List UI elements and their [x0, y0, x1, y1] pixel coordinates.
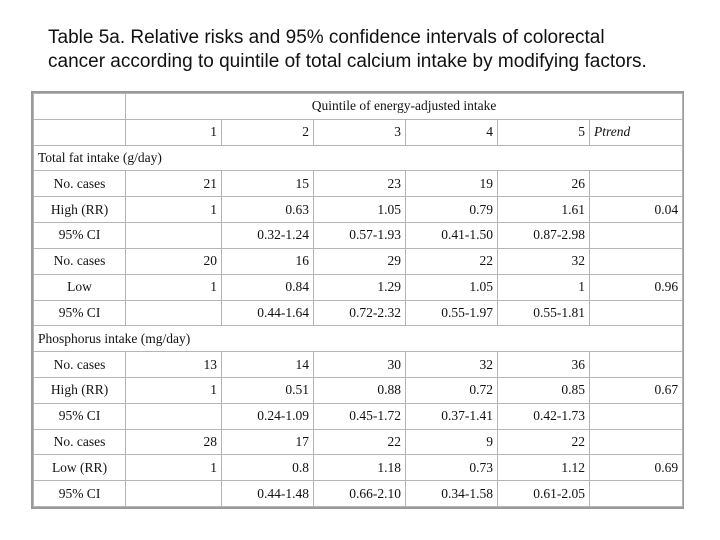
row-label: 95% CI	[34, 223, 126, 249]
ptrend-cell	[590, 223, 683, 249]
value-cell-q4: 19	[406, 171, 498, 197]
table-row	[34, 197, 683, 223]
value-cell-q3: 1.18	[314, 455, 406, 481]
results-table	[33, 93, 683, 507]
value-cell-q2: 0.51	[222, 377, 314, 403]
value-cell-q4: 22	[406, 248, 498, 274]
row-label: Low (RR)	[34, 455, 126, 481]
value-cell-q3: 1.05	[314, 197, 406, 223]
value-cell-q3: 1.29	[314, 274, 406, 300]
value-cell-q5: 36	[498, 352, 590, 378]
table-row	[34, 377, 683, 403]
value-cell-q3: 22	[314, 429, 406, 455]
corner-cell	[34, 94, 126, 120]
value-cell-q2: 17	[222, 429, 314, 455]
value-cell-q3: 0.57-1.93	[314, 223, 406, 249]
results-table-frame	[31, 91, 684, 509]
column-header-row	[34, 119, 683, 145]
value-cell-q5: 0.42-1.73	[498, 403, 590, 429]
value-cell-q2: 14	[222, 352, 314, 378]
value-cell-q4: 0.34-1.58	[406, 481, 498, 507]
value-cell-q5: 1.61	[498, 197, 590, 223]
col-header-2: 2	[222, 119, 314, 145]
value-cell-q3: 29	[314, 248, 406, 274]
section-filler	[314, 145, 683, 171]
ptrend-cell	[590, 171, 683, 197]
row-label: No. cases	[34, 429, 126, 455]
value-cell-q4: 0.72	[406, 377, 498, 403]
value-cell-q2: 0.8	[222, 455, 314, 481]
value-cell-q4: 32	[406, 352, 498, 378]
value-cell-q3: 30	[314, 352, 406, 378]
value-cell-q5: 32	[498, 248, 590, 274]
table-caption	[48, 26, 708, 74]
value-cell-q3: 0.88	[314, 377, 406, 403]
section-filler	[314, 326, 683, 352]
row-label: No. cases	[34, 248, 126, 274]
value-cell-q2: 16	[222, 248, 314, 274]
value-cell-q2: 0.24-1.09	[222, 403, 314, 429]
value-cell-q5: 26	[498, 171, 590, 197]
caption-line-2: cancer according to quintile of total calcium intake by modifying factors.	[48, 51, 647, 72]
value-cell-q2: 0.44-1.64	[222, 300, 314, 326]
section-title: Phosphorus intake (mg/day)	[34, 326, 314, 352]
value-cell-q4: 9	[406, 429, 498, 455]
row-label: 95% CI	[34, 481, 126, 507]
value-cell-q4: 0.79	[406, 197, 498, 223]
group-header-row	[34, 94, 683, 120]
value-cell-q1: 28	[126, 429, 222, 455]
table-row	[34, 300, 683, 326]
ptrend-cell	[590, 481, 683, 507]
value-cell-q5: 22	[498, 429, 590, 455]
col-header-1: 1	[126, 119, 222, 145]
value-cell-q4: 0.37-1.41	[406, 403, 498, 429]
row-label: No. cases	[34, 352, 126, 378]
section-header-row	[34, 145, 683, 171]
value-cell-q1: 1	[126, 377, 222, 403]
value-cell-q3: 0.72-2.32	[314, 300, 406, 326]
table-row	[34, 403, 683, 429]
row-label: High (RR)	[34, 377, 126, 403]
value-cell-q5: 1.12	[498, 455, 590, 481]
row-label: 95% CI	[34, 300, 126, 326]
ptrend-cell	[590, 300, 683, 326]
value-cell-q1: 1	[126, 197, 222, 223]
col-header-3: 3	[314, 119, 406, 145]
value-cell-q5: 1	[498, 274, 590, 300]
value-cell-q5: 0.85	[498, 377, 590, 403]
value-cell-q2: 0.84	[222, 274, 314, 300]
ptrend-cell: 0.04	[590, 197, 683, 223]
value-cell-q4: 0.55-1.97	[406, 300, 498, 326]
value-cell-q1	[126, 300, 222, 326]
ptrend-cell	[590, 248, 683, 274]
value-cell-q1: 1	[126, 455, 222, 481]
value-cell-q3: 23	[314, 171, 406, 197]
value-cell-q3: 0.45-1.72	[314, 403, 406, 429]
value-cell-q5: 0.55-1.81	[498, 300, 590, 326]
value-cell-q2: 0.32-1.24	[222, 223, 314, 249]
value-cell-q1: 1	[126, 274, 222, 300]
value-cell-q4: 0.73	[406, 455, 498, 481]
section-header-row	[34, 326, 683, 352]
value-cell-q1: 20	[126, 248, 222, 274]
ptrend-cell: 0.67	[590, 377, 683, 403]
table-row	[34, 248, 683, 274]
value-cell-q2: 15	[222, 171, 314, 197]
ptrend-cell	[590, 429, 683, 455]
group-header: Quintile of energy-adjusted intake	[126, 94, 683, 120]
ptrend-cell: 0.69	[590, 455, 683, 481]
section-title: Total fat intake (g/day)	[34, 145, 314, 171]
value-cell-q1	[126, 223, 222, 249]
caption-line-1: Table 5a. Relative risks and 95% confidence intervals of colorectal	[48, 27, 605, 48]
value-cell-q4: 0.41-1.50	[406, 223, 498, 249]
table-row	[34, 429, 683, 455]
col-header-4: 4	[406, 119, 498, 145]
value-cell-q4: 1.05	[406, 274, 498, 300]
table-row	[34, 481, 683, 507]
col-header-ptrend: Ptrend	[590, 119, 683, 145]
value-cell-q2: 0.44-1.48	[222, 481, 314, 507]
table-row	[34, 274, 683, 300]
value-cell-q1: 13	[126, 352, 222, 378]
value-cell-q1	[126, 481, 222, 507]
value-cell-q5: 0.61-2.05	[498, 481, 590, 507]
table-row	[34, 352, 683, 378]
value-cell-q1	[126, 403, 222, 429]
corner-cell	[34, 119, 126, 145]
ptrend-cell	[590, 352, 683, 378]
row-label: Low	[34, 274, 126, 300]
table-row	[34, 171, 683, 197]
value-cell-q1: 21	[126, 171, 222, 197]
col-header-5: 5	[498, 119, 590, 145]
table-row	[34, 455, 683, 481]
table-row	[34, 223, 683, 249]
ptrend-cell	[590, 403, 683, 429]
value-cell-q2: 0.63	[222, 197, 314, 223]
row-label: High (RR)	[34, 197, 126, 223]
value-cell-q5: 0.87-2.98	[498, 223, 590, 249]
ptrend-cell: 0.96	[590, 274, 683, 300]
row-label: No. cases	[34, 171, 126, 197]
value-cell-q3: 0.66-2.10	[314, 481, 406, 507]
row-label: 95% CI	[34, 403, 126, 429]
